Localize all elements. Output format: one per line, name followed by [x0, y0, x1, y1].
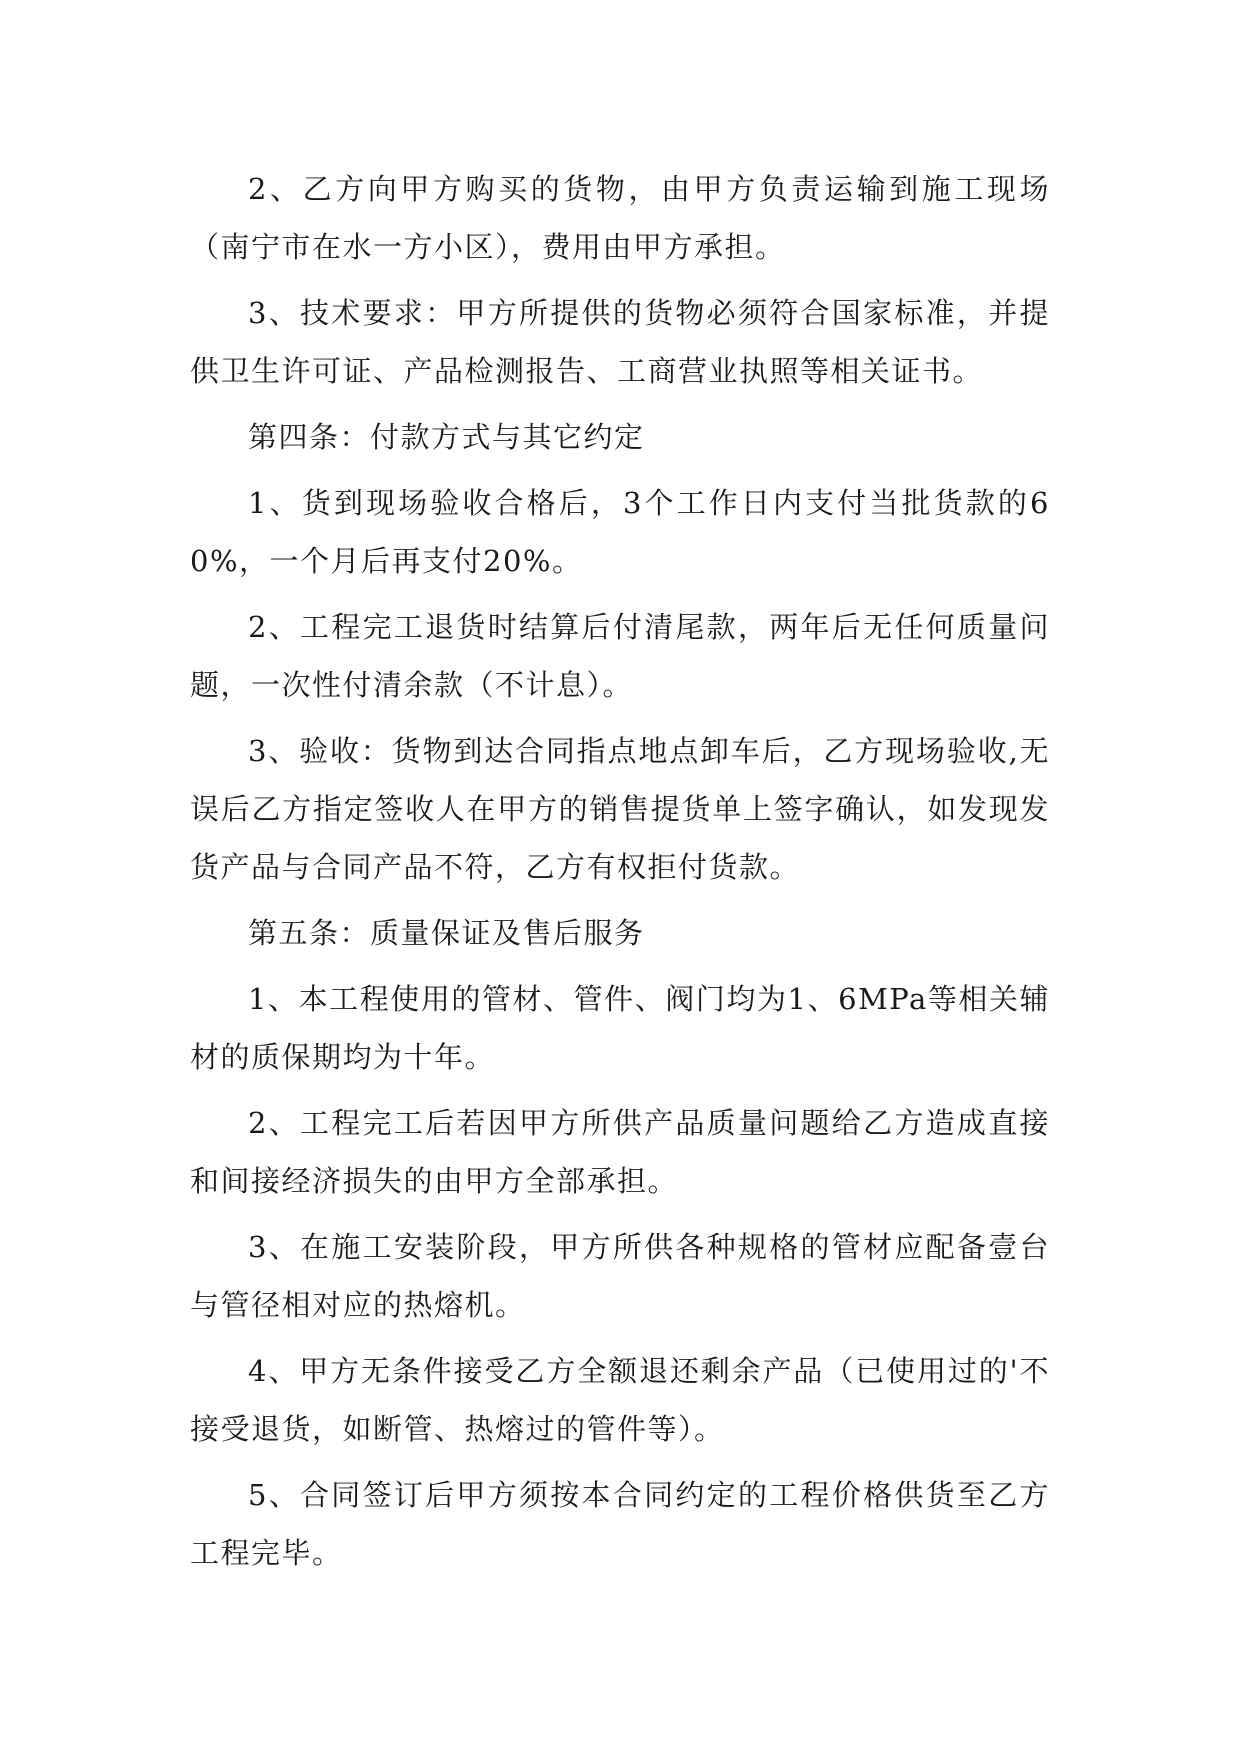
clause-item-delivery: 2、乙方向甲方购买的货物，由甲方负责运输到施工现场（南宁市在水一方小区），费用由甲方承担。	[190, 172, 1050, 264]
clause-item-warranty-1: 1、本工程使用的管材、管件、阀门均为1、6MPa等相关辅材的质保期均为十年。	[190, 982, 1050, 1074]
clause-item-warranty-2: 2、工程完工后若因甲方所供产品质量问题给乙方造成直接和间接经济损失的由甲方全部承担。	[190, 1106, 1050, 1198]
clause-item-technical-requirements: 3、技术要求：甲方所提供的货物必须符合国家标准，并提供卫生许可证、产品检测报告、工商营业执照等相关证书。	[190, 296, 1050, 388]
clause-item-payment-2: 2、工程完工退货时结算后付清尾款，两年后无任何质量问题，一次性付清余款（不计息）。	[190, 610, 1050, 702]
clause-item-payment-1: 1、货到现场验收合格后，3个工作日内支付当批货款的60%，一个月后再支付20%。	[190, 486, 1050, 578]
section-heading-article-5: 第五条：质量保证及售后服务	[248, 916, 645, 950]
section-heading-article-4: 第四条：付款方式与其它约定	[248, 420, 645, 454]
clause-item-warranty-4: 4、甲方无条件接受乙方全额退还剩余产品（已使用过的'不接受退货，如断管、热熔过的管件等）。	[190, 1354, 1050, 1446]
clause-item-warranty-5: 5、合同签订后甲方须按本合同约定的工程价格供货至乙方工程完毕。	[190, 1478, 1050, 1570]
clause-item-acceptance: 3、验收：货物到达合同指点地点卸车后，乙方现场验收,无误后乙方指定签收人在甲方的销售提货单上签字确认，如发现发货产品与合同产品不符，乙方有权拒付货款。	[190, 734, 1050, 884]
clause-item-warranty-3: 3、在施工安装阶段，甲方所供各种规格的管材应配备壹台与管径相对应的热熔机。	[190, 1230, 1050, 1322]
document-page	[190, 160, 1050, 1590]
